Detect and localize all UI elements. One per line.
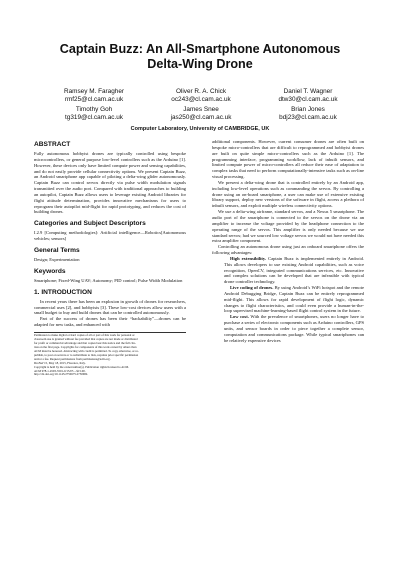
permission-line: Copyright is held by the owner/author(s). Publication rights licensed to ACM. — [34, 364, 129, 369]
advantage-item — [212, 256, 364, 285]
author-4 — [40, 106, 148, 122]
advantage-term: Low cost. — [230, 314, 249, 320]
author-name: Brian Jones — [291, 106, 325, 113]
general-terms-text: Design; Experimentation — [34, 256, 80, 262]
affiliation: Computer Laboratory, University of CAMBRIDGE, UK — [130, 126, 270, 132]
keywords-text: Smartphone; Fixed-Wing UAV; Autonomy; PID control; Pulse Width Modulation — [34, 277, 183, 283]
author-email: rmf25@cl.cam.ac.uk — [64, 96, 124, 103]
advantage-item — [212, 314, 364, 343]
author-name: Timothy Goh — [75, 106, 113, 113]
permission-line: tion on the first page. Copyrights for components of this work owned by others than — [34, 345, 137, 350]
author-email: bdj23@cl.cam.ac.uk — [279, 114, 337, 121]
author-email: jas250@cl.cam.ac.uk — [170, 114, 232, 121]
categories-heading: Categories and Subject Descriptors — [34, 220, 146, 228]
author-2 — [147, 88, 255, 104]
introduction-heading: 1. INTRODUCTION — [34, 288, 92, 296]
paper-title — [40, 42, 360, 72]
advantage-text: With the prevalence of smartphones, users no longer have to purchase a series of electronic components such as Arduino controllers, GPS units, and sensor boards in order to piece together a complete sensor, computation and communications package. While typical smartphones can be relatively expensive devices — [224, 314, 364, 343]
advantage-text: By using Android’s WiFi hotspot and the remote Android Debugging Bridge, Captain Buzz can be entirely reprogrammed mid-flight. This allows for rapid development of flight logic, dynamic changes to flight characteristics, and could even provide a human-in-the-loop supervised machine-learning-based flight control system in the future. — [224, 285, 364, 314]
left-column — [34, 139, 186, 377]
permission-line: ACM 978-1-4503-3501-0/15/05 ...$15.00. — [34, 368, 86, 373]
author-email: dtw30@cl.cam.ac.uk — [278, 96, 338, 103]
advantage-term: Live coding of drones. — [230, 285, 274, 291]
general-terms-heading: General Terms — [34, 246, 80, 254]
advantage-term: High extensibility. — [230, 255, 267, 261]
permission-line: ACM must be honored. Abstracting with credit is permitted. To copy otherwise, or re- — [34, 349, 139, 353]
title-line-2: Delta-Wing Drone — [147, 57, 253, 71]
author-email: tg319@cl.cam.ac.uk — [65, 114, 123, 121]
abstract-text: Fully autonomous hobbyist drones are typically controlled using bespoke microcontrollers, or general purpose low-level controllers such as the Arduino [1]. However, these devices only have limited compute power and sensing capabilities, and do not easily provide cellular connectivity options. We present Captain Buzz, an Android smartphone app capable of piloting a delta-wing glider autonomously. Captain Buzz can control servos directly via pulse width modulation signals transmitted over the audio port. Compared with traditional approaches to building an autopilot, Captain Buzz allows users to leverage existing Android libraries for flight attitude determination, provides innovative mechanisms for users to reprogram their autopilot mid-flight for rapid prototyping, and reduces the cost of building drones. — [34, 151, 186, 215]
intro-paragraph-2: Part of the success of drones has been their “hackability”—drones can be adapted for new tasks, and enhanced with — [34, 316, 186, 328]
author-name: Ramsey M. Faragher — [63, 88, 125, 95]
permission-line: for profit or commercial advantage and that copies bear this notice and the full cita- — [34, 341, 136, 346]
permission-line: and/or a fee. Request permissions from permissions@acm.org. — [34, 356, 111, 361]
author-name: Daniel T. Wagner — [283, 88, 333, 95]
author-email: oc243@cl.cam.ac.uk — [171, 96, 231, 103]
author-1 — [40, 88, 148, 104]
advantage-text: Captain Buzz is implemented entirely in Android. This allows developers to use existing Android capabilities, such as voice recognition, OpenCV, integrated communications services, etc. Innovative and complex solutions can be developed that are infeasible with typical drone controller technology. — [224, 255, 364, 285]
body-paragraph-2: We present a delta-wing drone that is controlled entirely by an Android app, including low-level operations such as commanding the servos. By controlling a drone using an on-board smartphone, a user can make use of extensive existing library support, deploy new versions of the software in flight, access a plethora of inbuilt sensors, and exploit multiple wireless connectivity options. — [212, 179, 364, 209]
author-5 — [147, 106, 255, 122]
author-name: James Snee — [183, 106, 219, 113]
intro-paragraph-1: In recent years there has been an explosion in growth of drones for researchers, commercial uses [2], and hobbyists [3]. These low-cost devices allow users with a small budget to buy and build drones that can be controlled autonomously. — [34, 298, 186, 316]
permission-line: publish, to post on servers or to redistribute to lists, requires prior specific permission — [34, 352, 139, 357]
permission-line: http://dx.doi.org/10.1145/2750675.2750682. — [34, 372, 89, 377]
body-paragraph-4: Controlling an autonomous drone using just an onboard smartphone offers the following advantages: — [212, 244, 364, 256]
permission-line: DroNet’15, May 18, 2015, Florence, Italy. — [34, 360, 86, 365]
author-name: Oliver R. A. Chick — [175, 88, 227, 95]
permission-line: Permission to make digital or hard copies of all or part of this work for personal or — [34, 333, 135, 338]
abstract-heading: ABSTRACT — [34, 141, 71, 148]
right-column — [212, 139, 364, 344]
keywords-heading: Keywords — [34, 267, 66, 275]
body-paragraph-1: additional components. However, current consumer drones are often built on bespoke micro-controllers that are difficult to reprogrammed and hobbyist drones are built on quite simple micro-controllers such as the Arduino [1]. The programming interface, programming workflow, lack of inbuilt sensors, and limited compute power of micro-controllers all reduce their ease of adaptation to complex tasks that need to perform computationally-intensive tasks such as on-line visual processing. — [212, 139, 364, 180]
permission-notice — [34, 332, 186, 377]
author-6 — [254, 106, 362, 122]
categories-text: I.2.9 [Computing methodologies]: Artificial intelligence—Robotics[Autonomous vehicles; sensors] — [34, 230, 186, 242]
body-paragraph-3: We use a delta-wing airframe, standard servos, and a Nexus 5 smartphone. The audio port of the smartphone is connected to the servos on the drone via an amplifier to increase the voltage provided by the headphone connection to the operating range of the servos. This amplifier is only needed because we use standard servos; had we sourced low voltage servos we would not have needed this extra amplifier component. — [212, 209, 364, 244]
author-3 — [254, 88, 362, 104]
advantage-item — [212, 285, 364, 314]
permission-line: classroom use is granted without fee provided that copies are not made or distributed — [34, 337, 138, 342]
title-line-1: Captain Buzz: An All-Smartphone Autonomous — [59, 42, 341, 56]
